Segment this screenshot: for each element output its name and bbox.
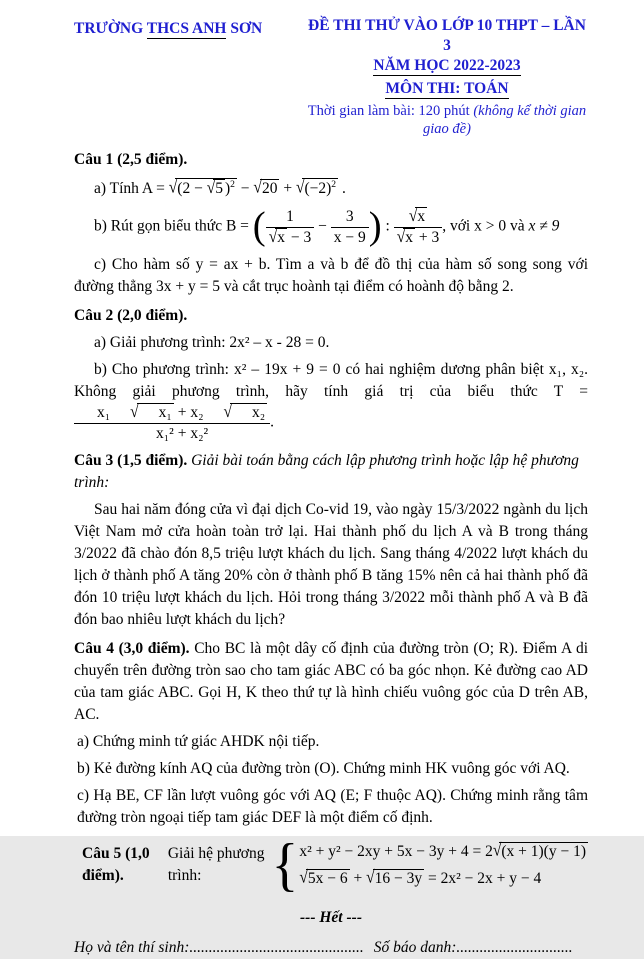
q4-label: Câu 4 (3,0 điểm). (74, 639, 190, 657)
radicand: 5 (215, 180, 223, 198)
radical-sign: √ (492, 840, 502, 860)
radicand: 5x − 6 (307, 869, 348, 887)
question-4a: a) Chứng minh tứ giác AHDK nội tiếp. (77, 732, 320, 750)
radicand: 16 − 3y (374, 869, 423, 887)
denominator (394, 228, 443, 247)
fraction-T (74, 403, 270, 443)
candidate-name-field: Họ và tên thí sinh:............................................. (74, 938, 364, 956)
q2b-text: b) Cho phương trình: x² – 19x + 9 = 0 có hai nghiệm dương phân biệt x₁, x₂. Không giải phương trình, hãy tính giá trị của biểu thức T = (74, 361, 588, 401)
radical (169, 180, 237, 197)
subject-label: MÔN THI: TOÁN (385, 80, 509, 98)
numerator: 3 (331, 207, 369, 227)
q5-text: Giải hệ phương trình: (167, 844, 265, 884)
exam-title-block (306, 16, 588, 139)
radicand: x (405, 228, 413, 246)
denominator (266, 228, 315, 247)
exam-title-line1: ĐỀ THI THỬ VÀO LỚP 10 THPT – LẦN 3 (308, 17, 586, 55)
exam-title-line2 (306, 56, 588, 76)
radical-sign: √ (295, 178, 305, 198)
denominator-rest: − 3 (286, 228, 312, 246)
question-2a: a) Giải phương trình: 2x² – x - 28 = 0. (94, 334, 330, 352)
denominator: x − 9 (333, 228, 366, 246)
radical (253, 180, 279, 197)
candidate-number-field: Số báo danh:.............................. (373, 938, 573, 956)
radical-sign: √ (396, 227, 406, 247)
end-marker-text: --- Hết --- (300, 908, 362, 926)
question-1-heading: Câu 1 (2,5 điểm). (74, 151, 188, 169)
end-marker (74, 907, 588, 929)
q4-statement: Cho BC là một dây cố định của đường tròn (O; R). Điểm A di chuyển trên đường tròn sao cho tam giác ABC có ba góc nhọn. Kẻ đường cao AD của tam giác ABC. Gọi H, K theo thứ tự là hình chiếu vuông góc của D trên AB, AC. (74, 639, 589, 723)
denominator-rest: + 3 (414, 228, 440, 246)
question-2b (74, 359, 588, 443)
radicand-part: ) (224, 180, 231, 198)
question-1b (74, 204, 588, 248)
question-1a (74, 178, 588, 200)
q3-label: Câu 3 (1,5 điểm). (74, 451, 188, 469)
exponent: 2 (331, 179, 337, 191)
q3-instruction: Giải bài toán bằng cách lập phương trình hoặc lập hệ phương trình: (74, 451, 579, 491)
question-4c: c) Hạ BE, CF lần lượt vuông góc với AQ (E; F thuộc AQ). Chứng minh rằng tâm đường tròn ngoại tiếp tam giác DEF là một điểm cố định. (77, 786, 588, 826)
question-5 (74, 832, 588, 898)
school-name-part2: THCS ANH (146, 20, 227, 37)
radicand: x₁ (137, 403, 174, 422)
question-1c: c) Cho hàm số y = ax + b. Tìm a và b để đồ thị của hàm số song song với đường thẳng 3x + y = 5 và cắt trục hoành tại điểm có hoành độ bằng 2. (74, 256, 588, 296)
operator: + (279, 180, 296, 198)
system-brace: { (271, 832, 299, 898)
condition-text: , với x > 0 và (442, 217, 529, 235)
equation-2 (299, 865, 588, 892)
exam-duration (306, 102, 588, 140)
exponent: 2 (230, 179, 235, 191)
school-year: NĂM HỌC 2022-2023 (373, 57, 521, 75)
question-3-heading (74, 450, 588, 494)
radicand-part: (−2) (304, 180, 332, 198)
radical-sign: √ (253, 178, 262, 198)
left-paren: ( (252, 204, 266, 248)
radicand: (x + 1)(y − 1) (501, 842, 586, 860)
candidate-line (74, 937, 588, 959)
radical-sign: √ (130, 402, 139, 422)
numerator: 1 (266, 207, 315, 227)
radical-sign: √ (206, 178, 216, 198)
equation-1 (299, 838, 588, 865)
radicand-part: (2 − (177, 180, 207, 198)
operator: − (236, 180, 254, 198)
radical (296, 180, 338, 197)
fraction (266, 207, 315, 247)
denominator: x₁² + x₂² (156, 424, 209, 442)
radicand: x (417, 208, 426, 226)
q1a-text: a) Tính A = (94, 180, 169, 198)
num-part: x₁ (97, 404, 111, 422)
school-name (74, 16, 306, 139)
equation-system (299, 838, 588, 892)
eq2-right: = 2x² − 2x + y − 4 (424, 869, 542, 887)
nested-radical (207, 180, 225, 197)
radical-sign: √ (366, 867, 375, 887)
fraction (331, 207, 369, 247)
duration-text: Thời gian làm bài: 120 phút (307, 102, 474, 119)
question-4b: b) Kẻ đường kính AQ của đường tròn (O). Chứng minh HK vuông góc với AQ. (77, 759, 570, 777)
school-name-part1: TRƯỜNG (74, 20, 147, 37)
question-2-heading: Câu 2 (2,0 điểm). (74, 307, 188, 325)
condition-math: x ≠ 9 (528, 217, 560, 235)
radical-sign: √ (223, 402, 232, 422)
radicand: x₂ (230, 403, 267, 422)
q1b-text: b) Rút gọn biểu thức B = (94, 217, 253, 235)
exam-subject (306, 79, 588, 99)
radical-sign: √ (168, 178, 178, 198)
period: . (338, 180, 346, 198)
header (74, 16, 588, 139)
radical-sign: √ (299, 867, 308, 887)
radical-sign: √ (408, 206, 418, 226)
question-4-heading-paragraph (74, 638, 588, 726)
operator: − (314, 217, 331, 235)
num-part: + x₂ (173, 404, 204, 422)
eq1-left: x² + y² − 2xy + 5x − 3y + 4 = 2 (299, 842, 493, 860)
radical-sign: √ (268, 227, 278, 247)
operator: : (381, 217, 394, 235)
right-paren: ) (368, 204, 382, 248)
numerator (74, 403, 270, 423)
school-name-part3: SƠN (226, 20, 263, 37)
q5-label: Câu 5 (1,0 điểm). (82, 844, 150, 884)
duration-note: (không kể thời gian giao đề) (423, 102, 587, 138)
period: . (270, 413, 275, 431)
radicand: 20 (261, 180, 278, 198)
fraction (394, 207, 443, 247)
radicand: x (277, 228, 285, 246)
numerator (394, 207, 443, 227)
question-3-body: Sau hai năm đóng cửa vì đại dịch Co-vid 19, vào ngày 15/3/2022 ngành du lịch Việt Nam mở cửa hoàn toàn trở lại. Hai thành phố du lịch A và B trong tháng 3/2022 đã chào đón 8,5 triệu lượt khách du lịch. Sang tháng 4/2022 lượt khách du lịch ở thành phố A tăng 20% còn ở thành phố B tăng 15% nên cả hai thành phố đã đón 10 triệu lượt khách du lịch. Hỏi trong tháng 3/2022 mỗi thành phố A và B đã đón bao nhiêu lượt khách du lịch? (74, 500, 588, 628)
operator: + (349, 869, 367, 887)
